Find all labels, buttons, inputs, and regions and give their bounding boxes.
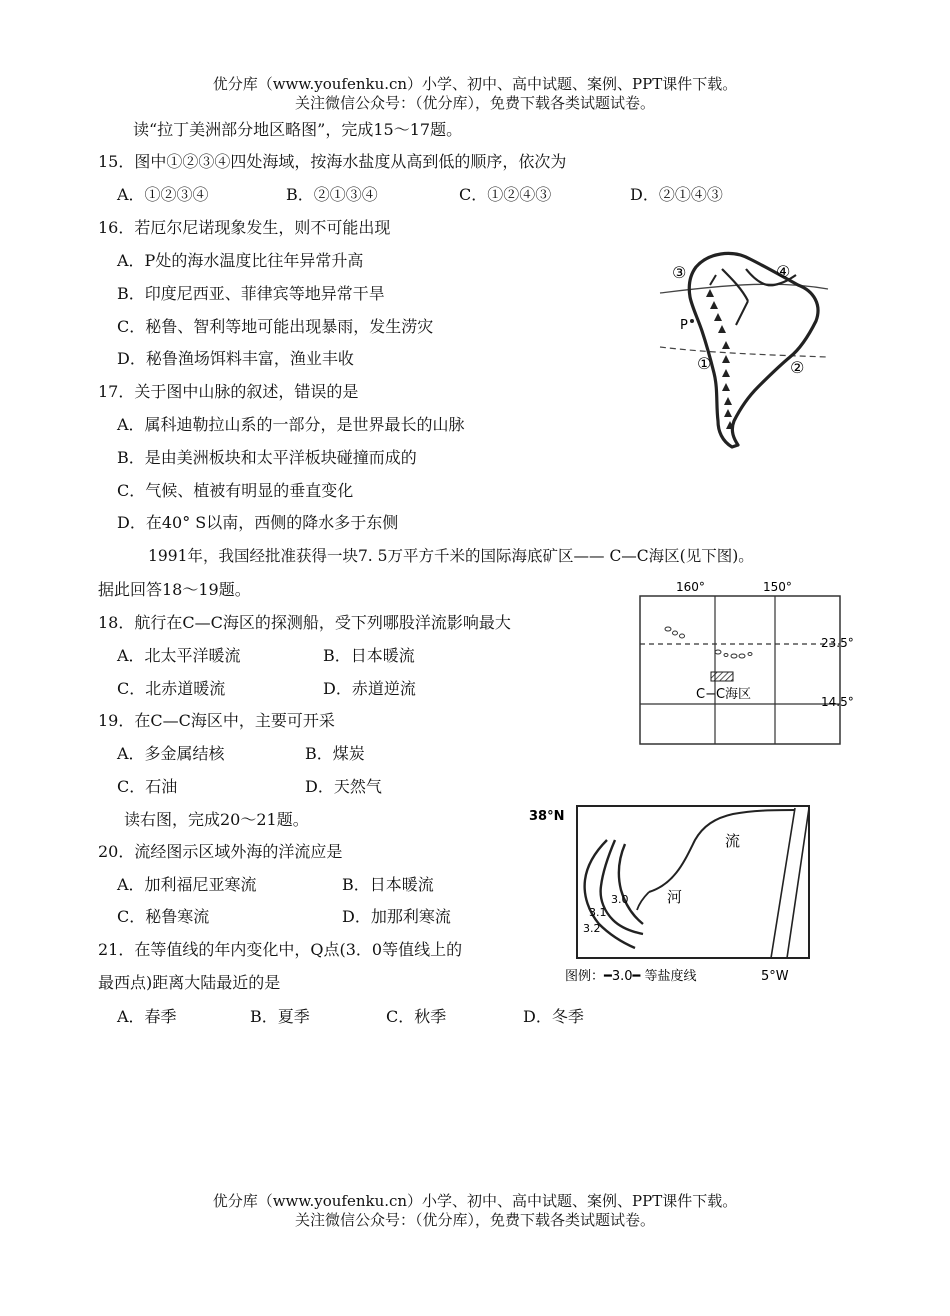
q15-option-a: A．①②③④	[117, 185, 209, 204]
footer-line-1: 优分库（www.youfenku.cn）小学、初中、高中试题、案例、PPT课件下载。	[212, 1192, 738, 1210]
cc-area-label: C−C海区	[696, 687, 752, 702]
cc-sea-area-map	[630, 572, 870, 748]
label-iso-3-0: 3.0	[611, 893, 629, 906]
q19-option-d: D．天然气	[305, 777, 382, 796]
q20-option-a: A．加利福尼亚寒流	[117, 875, 257, 894]
q18-option-d: D．赤道逆流	[323, 679, 416, 698]
q16-option-a: A．P处的海水温度比往年异常升高	[117, 251, 364, 270]
intro-18-19-b: 据此回答18～19题。	[98, 580, 251, 599]
q21-option-a: A．春季	[117, 1007, 177, 1026]
coastline	[649, 810, 795, 892]
label-iso-3-1: 3.1	[589, 906, 607, 919]
q18-option-a: A．北太平洋暖流	[117, 646, 241, 665]
river-south	[736, 301, 748, 325]
label-river: 河	[667, 888, 683, 906]
q15-stem: 15．图中①②③④四处海域，按海水盐度从高到低的顺序，依次为	[98, 152, 567, 171]
q18-option-c: C．北赤道暖流	[117, 679, 226, 698]
q21-option-b: B．夏季	[250, 1007, 310, 1026]
q17-option-b: B．是由美洲板块和太平洋板块碰撞而成的	[117, 448, 417, 467]
q15-option-c: C．①②④③	[459, 185, 552, 204]
tropic-line	[660, 347, 828, 357]
q17-stem: 17．关于图中山脉的叙述，错误的是	[98, 382, 359, 401]
intro-18-19-a: 1991年，我国经批准获得一块7. 5万平方千米的国际海底矿区—— C—C海区(见下图)。	[148, 547, 754, 565]
header-line-1: 优分库（www.youfenku.cn）小学、初中、高中试题、案例、PPT课件下载。	[212, 75, 738, 93]
q20-stem: 20．流经图示区域外海的洋流应是	[98, 842, 343, 861]
q16-option-d: D．秘鲁渔场饵料丰富，渔业丰收	[117, 349, 354, 368]
map-legend: 图例：━3.0━ 等盐度线	[565, 969, 697, 984]
lat-23-5: 23.5°	[821, 636, 854, 650]
q17-option-c: C．气候、植被有明显的垂直变化	[117, 481, 354, 500]
q21-option-c: C．秋季	[386, 1007, 447, 1026]
q19-option-c: C．石油	[117, 777, 178, 796]
q19-option-b: B．煤炭	[305, 744, 365, 763]
salinity-isoline-map	[525, 800, 825, 986]
q17-option-d: D．在40° S以南，西侧的降水多于东侧	[117, 513, 399, 532]
label-2: ②	[790, 358, 805, 377]
label-iso-3-2: 3.2	[583, 922, 601, 935]
lon-150: 150°	[763, 580, 792, 594]
label-5w: 5°W	[761, 969, 789, 984]
footer-line-2: 关注微信公众号：（优分库），免费下载各类试题试卷。	[294, 1211, 655, 1229]
intro-15-17: 读“拉丁美洲部分地区略图”，完成15～17题。	[133, 120, 463, 139]
intro-20-21: 读右图，完成20～21题。	[124, 810, 309, 829]
label-4: ④	[776, 262, 791, 281]
meridian-line	[771, 808, 795, 958]
q15-option-d: D．②①④③	[630, 185, 723, 204]
continent-outline	[689, 253, 818, 447]
q21-option-d: D．冬季	[523, 1007, 584, 1026]
label-flow: 流	[725, 832, 741, 850]
header-line-2: 关注微信公众号：（优分库），免费下载各类试题试卷。	[294, 94, 655, 112]
q20-option-d: D．加那利寒流	[342, 907, 451, 926]
q16-option-c: C．秘鲁、智利等地可能出现暴雨，发生涝灾	[117, 317, 434, 336]
q21-stem-1: 21．在等值线的年内变化中，Q点(3．0等值线上的	[98, 940, 463, 959]
q18-option-b: B．日本暖流	[323, 646, 415, 665]
q16-option-b: B．印度尼西亚、菲律宾等地异常干旱	[117, 284, 385, 303]
page-footer	[0, 1192, 950, 1230]
label-1: ①	[697, 354, 712, 373]
cc-area-patch	[711, 672, 733, 681]
q19-stem: 19．在C—C海区中，主要可开采	[98, 711, 335, 730]
label-3: ③	[672, 263, 687, 282]
south-america-map	[650, 245, 830, 455]
lat-14-5: 14.5°	[821, 695, 854, 709]
lon-160: 160°	[676, 580, 705, 594]
q16-stem: 16．若厄尔尼诺现象发生，则不可能出现	[98, 218, 391, 237]
q20-option-c: C．秘鲁寒流	[117, 907, 210, 926]
islands	[665, 627, 752, 658]
river-north-branch	[710, 275, 716, 285]
q21-stem-2: 最西点)距离大陆最近的是	[98, 973, 281, 992]
label-38n: 38°N	[529, 809, 565, 824]
isoline-3-0	[619, 844, 643, 924]
q19-option-a: A．多金属结核	[117, 744, 225, 763]
q18-stem: 18．航行在C—C海区的探测船，受下列哪股洋流影响最大	[98, 613, 511, 632]
q20-option-b: B．日本暖流	[342, 875, 434, 894]
q15-option-b: B．②①③④	[286, 185, 378, 204]
label-p: P	[680, 318, 688, 333]
q17-option-a: A．属科迪勒拉山系的一部分，是世界最长的山脉	[117, 415, 465, 434]
page-header	[0, 75, 950, 113]
